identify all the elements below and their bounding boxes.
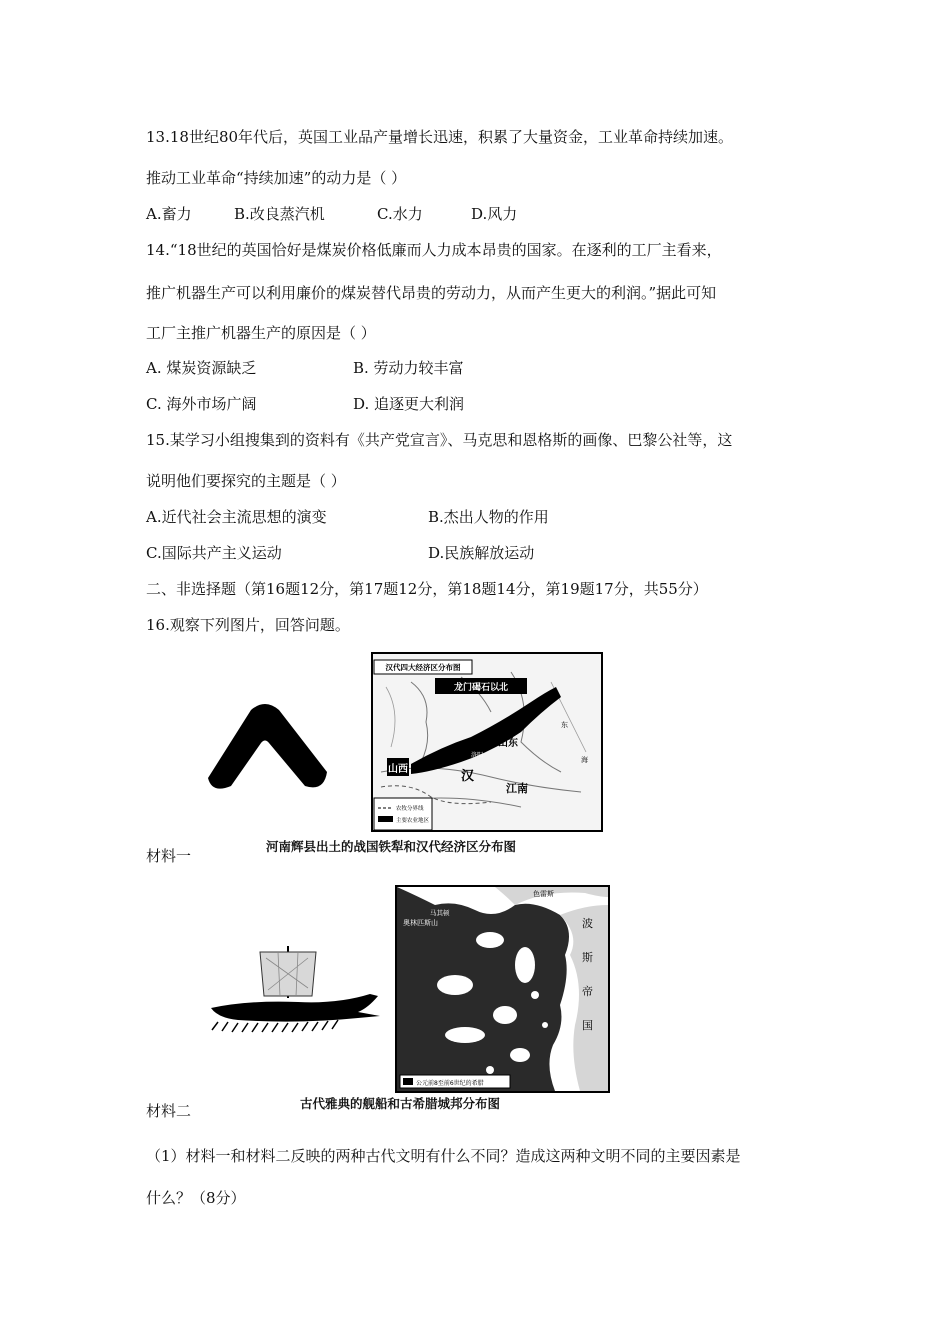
q16-sub1-line-1: （1）材料一和材料二反映的两种古代文明有什么不同？造成这两种文明不同的主要因素是	[146, 1147, 741, 1165]
han-map-label-shandong: 山东	[498, 738, 518, 749]
han-map-title: 汉代四大经济区分布图	[385, 663, 461, 672]
section-heading: 二、非选择题（第16题12分，第17题12分，第18题14分，第19题17分，共55分）	[146, 580, 708, 598]
greek-map-label-thrace: 色雷斯	[533, 890, 554, 898]
han-map-label-jiangnan: 江南	[506, 782, 528, 795]
greek-map-label-persia-3: 帝	[582, 985, 593, 998]
athenian-warship-image	[208, 938, 383, 1038]
han-map-label-dong: 东	[561, 721, 568, 729]
greek-map-legend: 公元前8至前6世纪的希腊	[416, 1080, 484, 1087]
q14-option-c: C. 海外市场广阔	[146, 395, 257, 413]
han-map-label-han: 汉	[461, 769, 475, 784]
han-map-label-changan: 长安	[429, 757, 442, 764]
greek-map-label-persia-4: 国	[582, 1019, 593, 1032]
q16-sub1-line-2: 什么？（8分）	[146, 1189, 246, 1207]
q13-option-b: B.改良蒸汽机	[234, 205, 325, 223]
greek-map-label-macedonia: 马其顿	[430, 909, 450, 917]
iron-plough-image	[205, 700, 330, 795]
q13-stem-line-2: 推动工业革命“持续加速”的动力是（ ）	[146, 169, 407, 187]
q15-stem-line-2: 说明他们要探究的主题是（ ）	[146, 472, 346, 490]
han-map-legend-line: 农牧分界线	[396, 806, 424, 812]
material1-label: 材料一	[146, 847, 192, 865]
q15-stem-line-1: 15.某学习小组搜集到的资料有《共产党宣言》、马克思和恩格斯的画像、巴黎公社等，这	[146, 431, 733, 449]
material2-label: 材料二	[146, 1102, 192, 1120]
q14-stem-line-1: 14.“18世纪的英国恰好是煤炭价格低廉而人力成本昂贵的国家。在逐利的工厂主看来，	[146, 241, 722, 259]
q16-stem: 16.观察下列图片，回答问题。	[146, 616, 350, 634]
q15-option-b: B.杰出人物的作用	[428, 508, 549, 526]
material1-caption: 河南辉县出土的战国铁犁和汉代经济区分布图	[266, 839, 517, 854]
q14-option-d: D. 追逐更大利润	[353, 395, 465, 413]
q13-option-d: D.风力	[471, 205, 518, 223]
q14-stem-line-3: 工厂主推广机器生产的原因是（ ）	[146, 324, 376, 342]
q13-option-c: C.水力	[377, 205, 423, 223]
greek-city-states-map	[395, 885, 610, 1093]
han-map-label-hai: 海	[581, 756, 588, 764]
q14-stem-line-2: 推广机器生产可以利用廉价的煤炭替代昂贵的劳动力，从而产生更大的利润。”据此可知	[146, 284, 717, 302]
q14-option-a: A. 煤炭资源缺乏	[146, 359, 257, 377]
han-map-legend-area: 主要农业地区	[396, 818, 430, 824]
q14-option-b: B. 劳动力较丰富	[353, 359, 464, 377]
han-map-label-luoyang: 洛阳	[471, 752, 484, 759]
q15-option-a: A.近代社会主流思想的演变	[146, 508, 327, 526]
q15-option-d: D.民族解放运动	[428, 544, 535, 562]
q13-stem-line-1: 13.18世纪80年代后，英国工业品产量增长迅速，积累了大量资金，工业革命持续加速。	[146, 128, 734, 146]
han-economic-zone-map	[371, 652, 603, 832]
greek-map-label-persia-2: 斯	[582, 951, 593, 964]
material2-caption: 古代雅典的舰船和古希腊城邦分布图	[300, 1096, 501, 1111]
greek-map-label-olympus: 奥林匹斯山	[403, 919, 438, 927]
han-map-label-shanxi: 山西	[388, 764, 408, 775]
greek-map-label-persia-1: 波	[582, 917, 593, 930]
q15-option-c: C.国际共产主义运动	[146, 544, 282, 562]
han-map-label-north: 龙门碣石以北	[453, 683, 509, 693]
q13-option-a: A.畜力	[146, 205, 192, 223]
